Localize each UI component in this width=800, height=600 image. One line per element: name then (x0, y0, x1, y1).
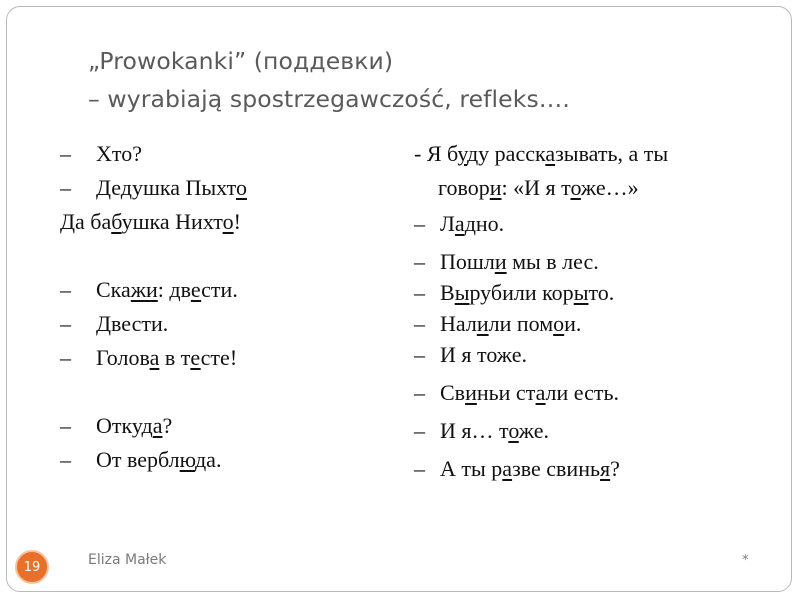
poem-line (414, 171, 784, 205)
footer-marker: * (742, 553, 749, 568)
poem-line (414, 207, 784, 241)
poem-line (60, 341, 390, 375)
poem-line (60, 443, 390, 477)
stressed-letter: о (235, 175, 247, 200)
line-text: ду расск (466, 141, 546, 166)
stressed-letter: а (502, 456, 513, 481)
right-column (414, 137, 784, 486)
stressed-letter: и (489, 175, 502, 200)
line-text: ли пом (488, 311, 554, 336)
line-text: говор (438, 175, 490, 200)
line-text: ньи ст (476, 380, 536, 405)
stressed-letter: а (149, 345, 160, 370)
line-text: Голов (96, 345, 150, 370)
stressed-letter: о (570, 175, 581, 200)
line-text: Пошл (440, 249, 495, 274)
line-text: мы в лес. (506, 249, 599, 274)
stressed-letter: ю (179, 447, 195, 472)
poem-line (60, 273, 390, 307)
stressed-letter: а (454, 211, 465, 236)
line-text: И я… т (440, 418, 509, 443)
stressed-letter: у (457, 141, 467, 166)
line-text: ? (162, 413, 173, 438)
line-text: Да ба (60, 209, 112, 234)
slide-title (88, 42, 778, 118)
line-text: Ска (96, 277, 131, 302)
line-text: - Я б (414, 141, 458, 166)
line-text: ! (233, 209, 241, 234)
stressed-letter: и (476, 311, 489, 336)
line-text: зве свинь (512, 456, 601, 481)
page-number-badge: 19 (15, 550, 49, 584)
title-line-1: „Prowokanki” (поддевки) (88, 47, 394, 75)
stressed-letter: о (222, 209, 234, 234)
poem-line (414, 376, 784, 410)
poem-line (60, 409, 390, 443)
line-text: же…» (580, 175, 639, 200)
stressed-letter: жи (130, 277, 158, 302)
poem-line (414, 452, 784, 486)
stressed-letter: и (494, 249, 507, 274)
line-text: : «И я т (501, 175, 571, 200)
stressed-letter: о (553, 311, 565, 336)
title-line-2: – wyrabiają spostrzegawczość, refleks…. (88, 85, 570, 113)
stressed-letter: и (465, 380, 477, 405)
poem-line (60, 137, 390, 171)
line-text: ? (610, 456, 620, 481)
stressed-letter: е (190, 345, 201, 370)
line-text: то. (588, 280, 615, 305)
stressed-letter: ы (454, 280, 470, 305)
poem-line (414, 137, 784, 171)
poem-line (60, 171, 390, 205)
line-text: в т (159, 345, 191, 370)
line-text: Св (440, 380, 466, 405)
stressed-letter: е (190, 277, 202, 302)
poem-line (60, 307, 390, 341)
stressed-letter: я (600, 456, 611, 481)
line-text: Откуд (96, 413, 153, 438)
line-text: Нал (440, 311, 477, 336)
line-text: сти. (201, 277, 238, 302)
stanza-gap (60, 375, 390, 409)
line-text: же. (518, 418, 549, 443)
line-text: Л (440, 211, 455, 236)
line-text: : дв (157, 277, 191, 302)
line-text: Двести. (96, 311, 169, 336)
stressed-letter: а (545, 141, 556, 166)
poem-line (414, 307, 784, 341)
line-text: И я тоже. (440, 342, 527, 367)
stressed-letter: а (535, 380, 546, 405)
line-text: Хто? (96, 141, 142, 166)
line-text: да. (194, 447, 222, 472)
line-text: В (440, 280, 455, 305)
stanza-gap (60, 239, 390, 273)
slide-footer (0, 545, 800, 585)
line-text: От вербл (96, 447, 180, 472)
line-text: ушка Нихт (121, 209, 223, 234)
author-name: Eliza Małek (88, 552, 167, 568)
line-text: и. (564, 311, 582, 336)
stressed-letter: а (152, 413, 163, 438)
poem-line (60, 205, 390, 239)
line-text: ушка Пыхт (131, 175, 236, 200)
left-column (60, 137, 390, 477)
line-text: рубили кор (469, 280, 574, 305)
line-text: сте! (200, 345, 238, 370)
stressed-letter: б (111, 209, 122, 234)
poem-line (414, 276, 784, 310)
poem-line (414, 245, 784, 279)
line-text: ли есть. (545, 380, 620, 405)
line-text: зывать, а ты (555, 141, 669, 166)
line-text: дно. (464, 211, 505, 236)
stressed-letter: ы (573, 280, 589, 305)
poem-line (414, 414, 784, 448)
stressed-letter: о (508, 418, 519, 443)
line-text: Де (96, 175, 121, 200)
stressed-letter: д (120, 175, 132, 200)
line-text: А ты р (440, 456, 503, 481)
poem-line (414, 338, 784, 372)
